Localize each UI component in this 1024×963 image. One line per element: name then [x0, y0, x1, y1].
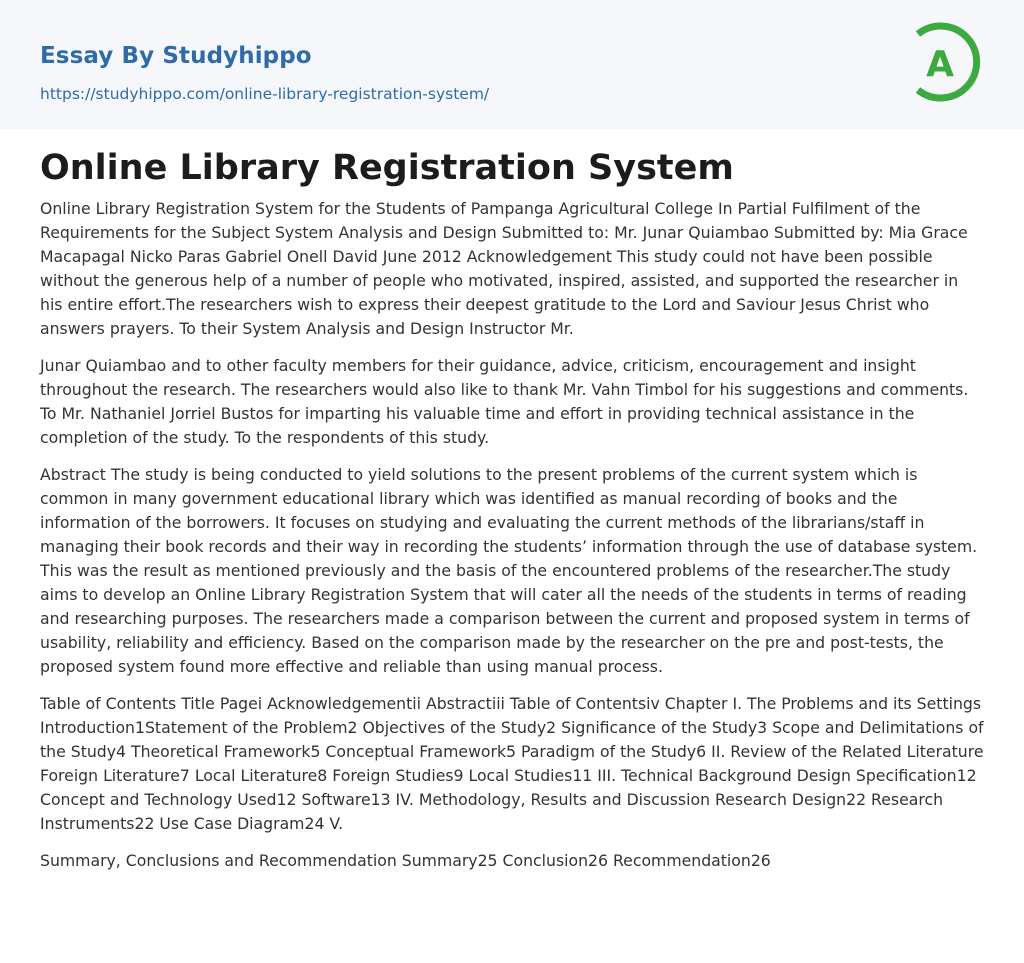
logo-letter: A	[926, 44, 954, 85]
article-paragraph: Junar Quiambao and to other faculty members for their guidance, advice, criticism, encouragement and insight throughout the research. The researchers would also like to thank Mr. Vahn Timbol for his suggestions and comments. To Mr. Nathaniel Jorriel Bustos for imparting his valuable time and effort in providing technical assistance in the completion of the study. To the respondents of this study.	[40, 356, 969, 447]
studyhippo-logo-icon[interactable]	[911, 19, 987, 105]
page-title: Online Library Registration System	[40, 148, 734, 188]
article-paragraph: Online Library Registration System for the Students of Pampanga Agricultural College In Partial Fulfilment of the Requirements for the Subject System Analysis and Design Submitted to: Mr. Junar Quiambao Submitted by: Mia Grace Macapagal Nicko Paras Gabriel Onell David June 2012 Acknowledgement This study could not have been possible without the generous help of a number of people who motivated, inspired, assisted, and supported the researcher in his entire effort.The researchers wish to express their deepest gratitude to the Lord and Saviour Jesus Christ who answers prayers. To their System Analysis and Design Instructor Mr.	[40, 199, 968, 338]
article	[40, 145, 984, 873]
article-paragraph: Table of Contents Title Pagei Acknowledgementii Abstractiii Table of Contentsiv Chapter I. The Problems and its Settings Introduction1Statement of the Problem2 Objectives of the Study2 Significance of the Study3 Scope and Delimitations of the Study4 Theoretical Framework5 Conceptual Framework5 Paradigm of the Study6 II. Review of the Related Literature Foreign Literature7 Local Literature8 Foreign Studies9 Local Studies11 III. Technical Background Design Specification12 Concept and Technology Used12 Software13 IV. Methodology, Results and Discussion Research Design22 Research Instruments22 Use Case Diagram24 V.	[40, 694, 984, 833]
source-url-link[interactable]: https://studyhippo.com/online-library-registration-system/	[40, 85, 490, 103]
article-paragraph: Summary, Conclusions and Recommendation Summary25 Conclusion26 Recommendation26	[40, 851, 771, 870]
site-header	[0, 0, 1024, 129]
brand-title[interactable]: Essay By Studyhippo	[40, 43, 312, 69]
article-paragraph: Abstract The study is being conducted to yield solutions to the present problems of the current system which is common in many government educational library which was identified as manual recording of books and the information of the borrowers. It focuses on studying and evaluating the current methods of the librarians/staff in managing their book records and their way in recording the students’ information through the use of database system. This was the result as mentioned previously and the basis of the encountered problems of the researcher.The study aims to develop an Online Library Registration System that will cater all the needs of the students in terms of reading and researching purposes. The researchers made a comparison between the current and proposed system in terms of usability, reliability and efficiency. Based on the comparison made by the researcher on the pre and post-tests, the proposed system found more effective and reliable than using manual process.	[40, 465, 978, 676]
